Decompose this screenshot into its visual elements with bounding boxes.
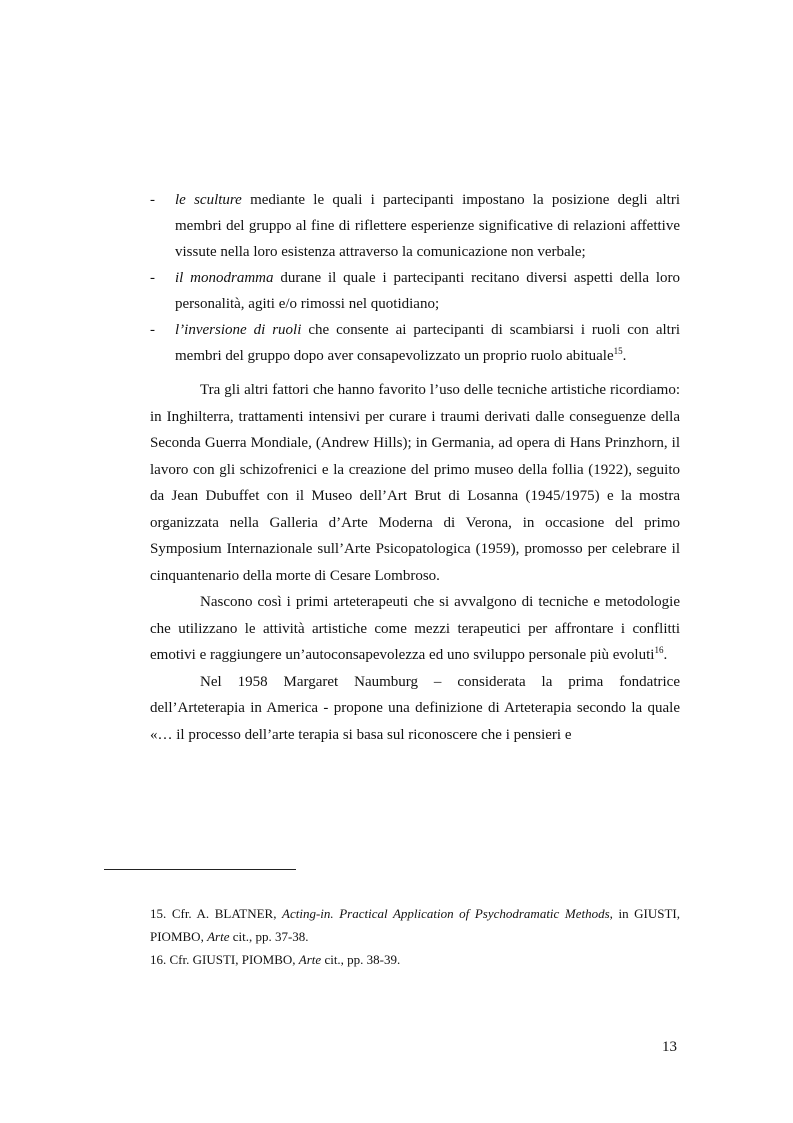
bullet-tail: . [622,348,627,364]
footnote-prefix: 15. Cfr. A. BLATNER, [150,906,283,921]
footnote-separator [104,869,296,870]
bullet-dash: - [150,192,155,208]
footnote-16 [150,948,680,971]
footnote-title: Acting-in. Practical Application of Psychodramatic Methods, [282,906,613,921]
bullet-item-monodramma [150,265,680,317]
footnote-ref-15[interactable]: 15 [613,346,623,356]
bullet-term: le sculture [175,192,242,208]
page-number: 13 [662,1039,677,1055]
bullet-term: l’inversione di ruoli [175,322,302,338]
bullet-text: mediante le quali i partecipanti impostano la posizione degli altri membri del gruppo al fine di riflettere esperienze significative di relazioni affettive vissute nella loro esistenza attraverso la comunicazione non verbale; [175,192,681,260]
paragraph-text: Nel 1958 Margaret Naumburg – considerata la prima fondatrice dell’Arteterapia in America - propone una definizione di Arteterapia secondo la quale «… il processo dell’arte terapia si basa sul riconoscere che i pensieri e [150,673,680,743]
body-text [150,377,680,748]
footnote-suffix: cit., pp. 38-39. [321,952,401,967]
footnote-prefix: 16. Cfr. GIUSTI, PIOMBO, [150,952,299,967]
paragraph-fattori [150,377,680,589]
paragraph-tail: . [663,647,668,663]
bullet-text: che consente ai partecipanti di scambiarsi i ruoli con altri membri del gruppo dopo aver consapevolizzato un proprio ruolo abituale [175,322,680,364]
bullet-text: durane il quale i partecipanti recitano diversi aspetti della loro personalità, agiti e/o rimossi nel quotidiano; [175,270,680,312]
paragraph-text: Tra gli altri fattori che hanno favorito l’uso delle tecniche artistiche ricordiamo: in Inghilterra, trattamenti intensivi per curare i traumi derivati dalle conseguenze della Seconda Guerra Mondiale, (Andrew Hills); in Germania, ad opera di Hans Prinzhorn, il lavoro con gli schizofrenici e la creazione del primo museo della follia (1922), seguito da Jean Dubuffet con il Museo dell’Art Brut di Losanna (1945/1975) e la mostra organizzata nella Galleria d’Arte Moderna di Verona, in occasione del primo Symposium Internazionale sull’Arte Psicopatologica (1959), promosso per celebrare il cinquantenario della morte di Cesare Lombroso. [150,382,680,584]
footnote-work: Arte [207,929,230,944]
paragraph-naumburg [150,669,680,749]
footnotes [150,902,680,971]
bullet-item-inversione [150,317,680,369]
footnote-suffix: cit., pp. 37-38. [229,929,309,944]
bullet-dash: - [150,322,155,338]
footnote-work: Arte [298,952,322,967]
footnote-middle: in GIUSTI, PIOMBO, [150,906,680,944]
footnote-15 [150,902,680,948]
bullet-term: il monodramma [175,270,274,286]
footnote-ref-16[interactable]: 16 [654,645,664,655]
bullet-item-sculture [150,187,680,265]
bullet-dash: - [150,270,155,286]
paragraph-text: Nascono così i primi arteterapeuti che si avvalgono di tecniche e metodologie che utilizzano le attività artistiche come mezzi terapeutici per affrontare i conflitti emotivi e raggiungere un’autoconsapevolezza ed uno sviluppo personale più evoluti [150,594,680,663]
paragraph-arteterapeuti [150,589,680,669]
bullet-list [150,187,680,369]
